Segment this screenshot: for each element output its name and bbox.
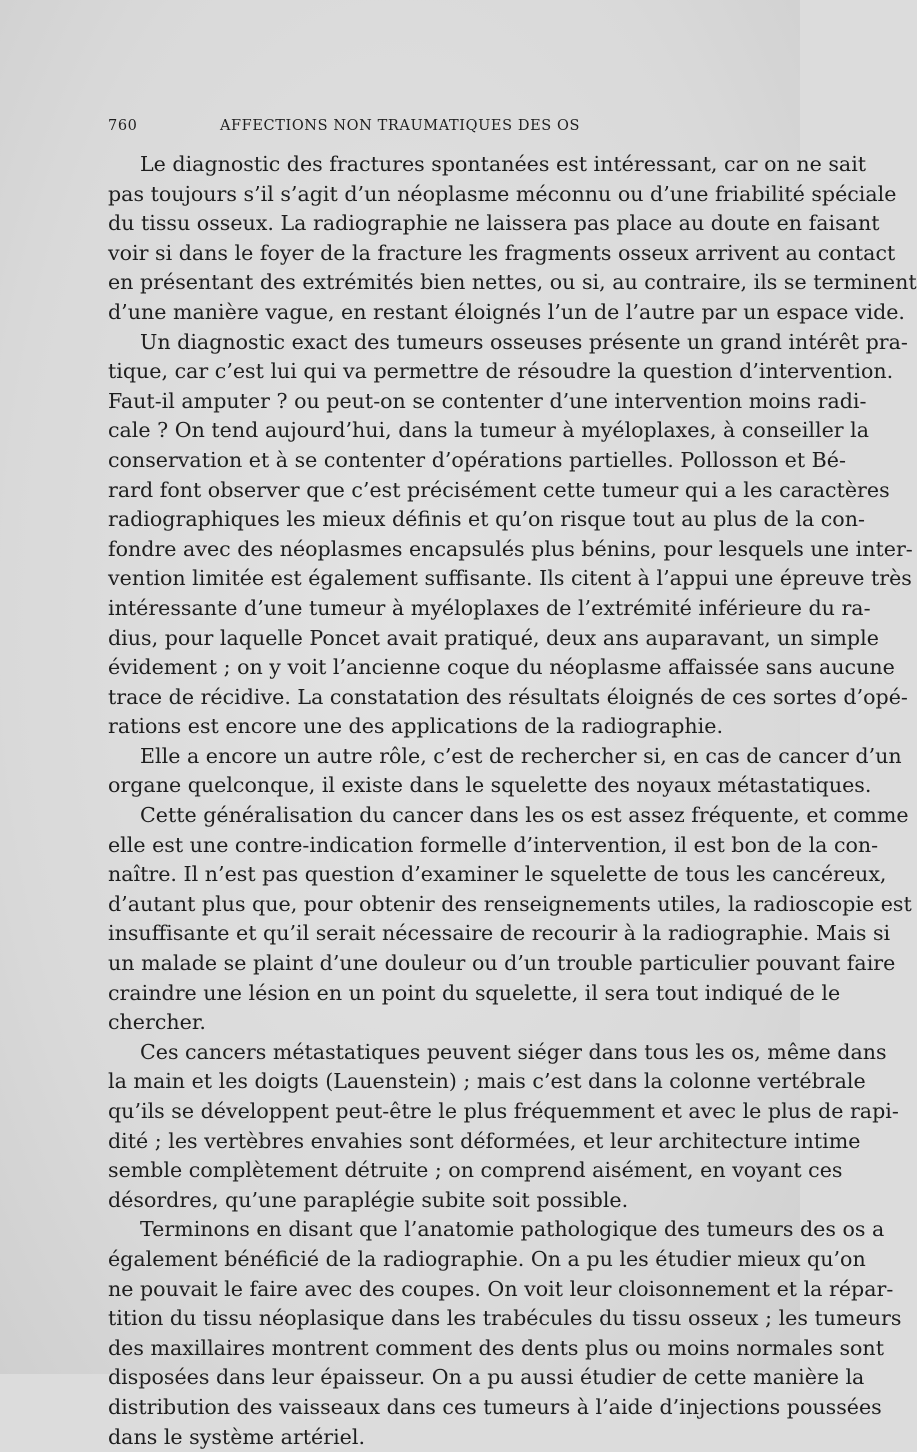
text-line: radiographiques les mieux définis et qu’on risque tout au plus de la con- bbox=[108, 507, 865, 532]
paragraph bbox=[108, 150, 917, 328]
text-line: Terminons en disant que l’anatomie pathologique des tumeurs des os a bbox=[140, 1217, 885, 1242]
text-line: naître. Il n’est pas question d’examiner le squelette de tous les cancéreux, bbox=[108, 862, 887, 887]
text-line: chercher. bbox=[108, 1010, 206, 1035]
page-number: 760 bbox=[108, 118, 138, 134]
text-line: tition du tissu néoplasique dans les trabécules du tissu osseux ; les tumeurs bbox=[108, 1306, 902, 1331]
text-line: Elle a encore un autre rôle, c’est de rechercher si, en cas de cancer d’un bbox=[140, 743, 902, 768]
text-line: pas toujours s’il s’agit d’un néoplasme méconnu ou d’une friabilité spéciale bbox=[108, 181, 897, 206]
text-line: en présentant des extrémités bien nettes, ou si, au contraire, ils se terminent bbox=[108, 270, 917, 295]
text-line: qu’ils se développent peut-être le plus fréquemment et avec le plus de rapi- bbox=[108, 1099, 899, 1123]
text-line: ne pouvait le faire avec des coupes. On voit leur cloisonnement et la répar- bbox=[108, 1276, 894, 1301]
text-line: des maxillaires montrent comment des dents plus ou moins normales sont bbox=[108, 1335, 884, 1360]
text-line: Cette généralisation du cancer dans les os est assez fréquente, et comme bbox=[140, 803, 909, 828]
text-line: également bénéficié de la radiographie. On a pu les étudier mieux qu’on bbox=[108, 1246, 866, 1271]
text-line: disposées dans leur épaisseur. On a pu aussi étudier de cette manière la bbox=[108, 1365, 865, 1390]
text-line: cale ? On tend aujourd’hui, dans la tumeur à myéloplaxes, à conseiller la bbox=[108, 418, 870, 443]
text-line: la main et les doigts (Lauenstein) ; mais c’est dans la colonne vertébrale bbox=[108, 1069, 866, 1094]
text-line: Ces cancers métastatiques peuvent siéger dans tous les os, même dans bbox=[140, 1039, 887, 1064]
paragraph bbox=[108, 801, 912, 1038]
text-line: vention limitée est également suffisante. Ils citent à l’appui une épreuve très bbox=[108, 566, 912, 591]
paragraph bbox=[108, 742, 902, 801]
text-line: désordres, qu’une paraplégie subite soit possible. bbox=[108, 1187, 629, 1212]
text-line: un malade se plaint d’une douleur ou d’un trouble particulier pouvant faire bbox=[108, 951, 896, 976]
text-line: semble complètement détruite ; on comprend aisément, en voyant ces bbox=[108, 1158, 843, 1183]
text-line: fondre avec des néoplasmes encapsulés plus bénins, pour lesquels une inter- bbox=[108, 536, 913, 561]
text-line: Le diagnostic des fractures spontanées est intéressant, car on ne sait bbox=[140, 152, 867, 176]
text-line: tique, car c’est lui qui va permettre de résoudre la question d’intervention. bbox=[108, 359, 894, 384]
text-line: craindre une lésion en un point du squelette, il sera tout indiqué de le bbox=[108, 980, 841, 1005]
text-line: trace de récidive. La constatation des résultats éloignés de ces sortes d’opé- bbox=[108, 684, 908, 709]
text-line: Un diagnostic exact des tumeurs osseuses présente un grand intérêt pra- bbox=[140, 329, 908, 354]
text-line: conservation et à se contenter d’opérations partielles. Pollosson et Bé- bbox=[108, 447, 846, 472]
page-header bbox=[108, 118, 692, 140]
paragraph bbox=[108, 1215, 902, 1452]
text-line: distribution des vaisseaux dans ces tumeurs à l’aide d’injections poussées bbox=[108, 1394, 882, 1419]
text-line: dius, pour laquelle Poncet avait pratiqué, deux ans auparavant, un simple bbox=[108, 625, 879, 650]
text-line: elle est une contre-indication formelle d’intervention, il est bon de la con- bbox=[108, 832, 879, 857]
paragraph bbox=[108, 1038, 899, 1216]
text-line: insuffisante et qu’il serait nécessaire de recourir à la radiographie. Mais si bbox=[108, 921, 891, 946]
running-title: AFFECTIONS NON TRAUMATIQUES DES OS bbox=[219, 118, 581, 134]
text-line: dans le système artériel. bbox=[108, 1424, 365, 1449]
text-line: d’une manière vague, en restant éloignés l’un de l’autre par un espace vide. bbox=[108, 299, 905, 324]
text-line: évidement ; on y voit l’ancienne coque du néoplasme affaissée sans aucune bbox=[108, 655, 895, 680]
text-line: organe quelconque, il existe dans le squelette des noyaux métastatiques. bbox=[108, 773, 872, 798]
paragraph bbox=[108, 328, 913, 742]
text-line: du tissu osseux. La radiographie ne laissera pas place au doute en faisant bbox=[108, 211, 880, 236]
text-line: rard font observer que c’est précisément cette tumeur qui a les caractères bbox=[108, 477, 890, 502]
body-text bbox=[108, 150, 917, 1452]
text-line: Faut-il amputer ? ou peut-on se contenter d’une intervention moins radi- bbox=[108, 388, 867, 413]
text-line: voir si dans le foyer de la fracture les fragments osseux arrivent au contact bbox=[108, 240, 896, 265]
text-line: dité ; les vertèbres envahies sont déformées, et leur architecture intime bbox=[108, 1128, 861, 1153]
text-line: intéressante d’une tumeur à myéloplaxes de l’extrémité inférieure du ra- bbox=[108, 595, 871, 620]
text-line: d’autant plus que, pour obtenir des renseignements utiles, la radioscopie est bbox=[108, 891, 912, 916]
text-line: rations est encore une des applications de la radiographie. bbox=[108, 714, 723, 739]
